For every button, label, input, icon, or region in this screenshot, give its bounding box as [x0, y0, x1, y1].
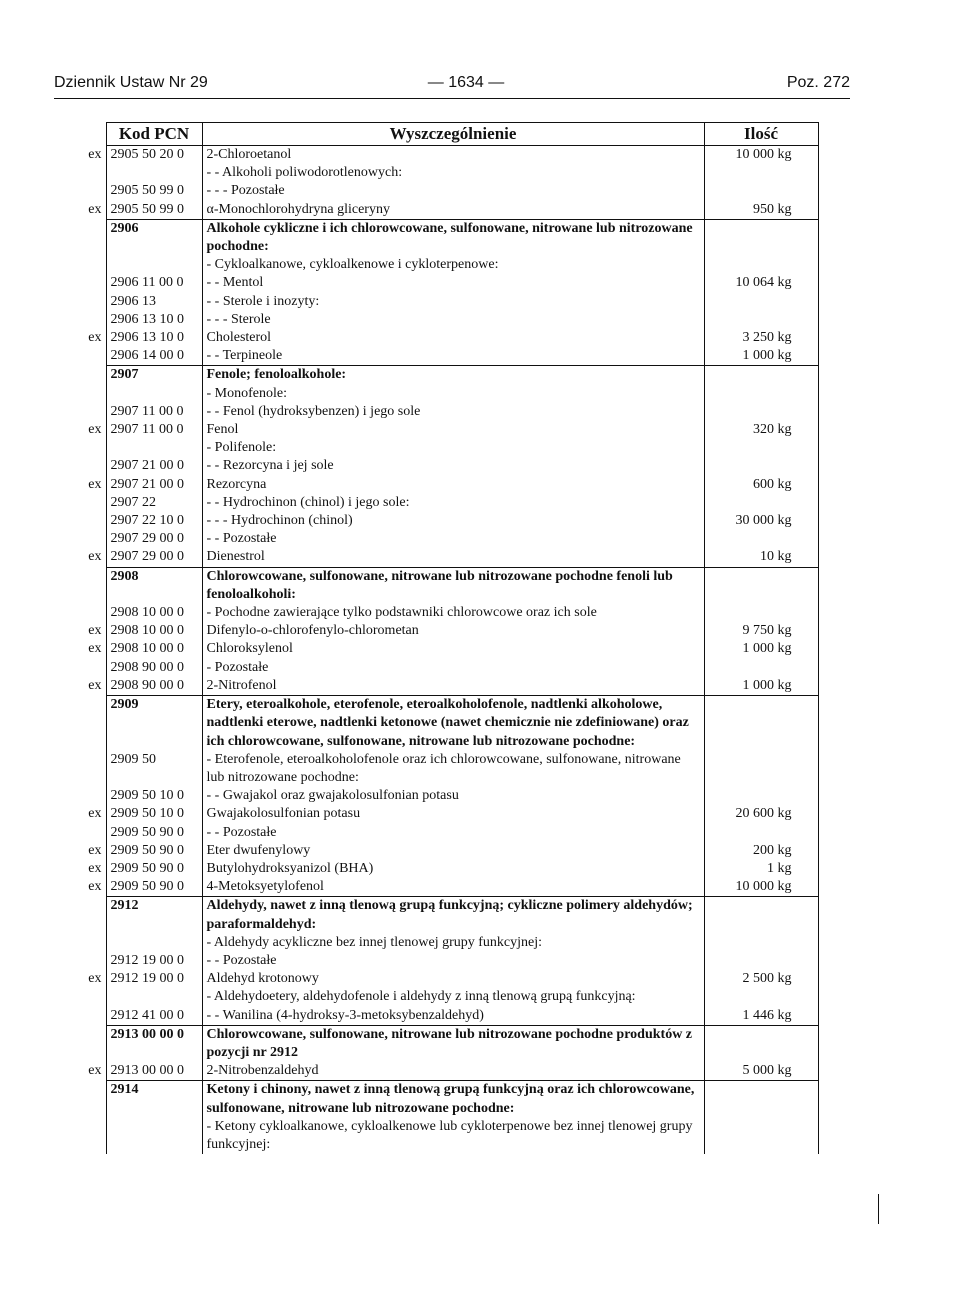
item-quantity [704, 403, 818, 421]
item-quantity [704, 824, 818, 842]
item-description: - - Mentol [202, 274, 704, 292]
item-quantity [704, 1081, 818, 1118]
table-row [76, 567, 818, 604]
ex-marker [76, 1081, 106, 1118]
pcn-code: 2906 11 00 0 [106, 274, 202, 292]
pcn-code: 2905 50 99 0 [106, 182, 202, 200]
item-description: - Aldehydy acykliczne bez innej tlenowej grupy funkcyjnej: [202, 934, 704, 952]
item-quantity [704, 494, 818, 512]
item-description: Eter dwufenylowy [202, 842, 704, 860]
pcn-code: 2909 [106, 696, 202, 751]
table-row [76, 403, 818, 421]
item-description: - Cykloalkanowe, cykloalkenowe i cykloterpenowe: [202, 256, 704, 274]
pcn-code: 2912 19 00 0 [106, 952, 202, 970]
item-quantity: 320 kg [704, 421, 818, 439]
right-margin-line [878, 1194, 879, 1224]
item-description: Alkohole cykliczne i ich chlorowcowane, sulfonowane, nitrowane lub nitrozowane pochodne: [202, 219, 704, 256]
pcn-code: 2912 19 00 0 [106, 970, 202, 988]
table-row [76, 696, 818, 751]
item-description: - - Pozostałe [202, 952, 704, 970]
pcn-code [106, 439, 202, 457]
item-description: - - Hydrochinon (chinol) i jego sole: [202, 494, 704, 512]
ex-marker: ex [88, 146, 102, 162]
item-quantity: 950 kg [704, 201, 818, 220]
ex-marker [76, 182, 106, 200]
journal-title: Dziennik Ustaw Nr 29 [54, 74, 208, 91]
item-quantity [704, 604, 818, 622]
ex-marker [76, 256, 106, 274]
table-row [76, 421, 818, 439]
item-description: - Pozostałe [202, 659, 704, 677]
ex-marker: ex [88, 422, 102, 438]
item-quantity: 10 000 kg [704, 878, 818, 897]
pcn-code [106, 934, 202, 952]
item-quantity [704, 897, 818, 934]
item-quantity: 20 600 kg [704, 805, 818, 823]
item-quantity [704, 787, 818, 805]
item-quantity [704, 1025, 818, 1062]
item-description: - - Rezorcyna i jej sole [202, 457, 704, 475]
pcn-code: 2908 10 00 0 [106, 604, 202, 622]
pcn-code [106, 256, 202, 274]
table-row [76, 970, 818, 988]
pcn-code: 2908 90 00 0 [106, 677, 202, 696]
ex-marker [76, 403, 106, 421]
item-quantity [704, 567, 818, 604]
ex-marker [76, 751, 106, 787]
item-quantity: 5 000 kg [704, 1062, 818, 1081]
table-row [76, 512, 818, 530]
item-description: Chlorowcowane, sulfonowane, nitrowane lub nitrozowane pochodne fenoli lub fenoloalkoholi: [202, 567, 704, 604]
position-number: Poz. 272 [786, 74, 850, 91]
page-number: — 1634 — [427, 74, 505, 91]
item-description: Dienestrol [202, 548, 704, 567]
ex-marker [76, 274, 106, 292]
table-row [76, 878, 818, 897]
item-description: - - Sterole i inozyty: [202, 293, 704, 311]
pcn-code: 2905 50 20 0 [106, 146, 202, 165]
table-row [76, 494, 818, 512]
pcn-code: 2906 13 [106, 293, 202, 311]
ex-marker: ex [88, 879, 102, 895]
item-description: Rezorcyna [202, 476, 704, 494]
item-quantity [704, 530, 818, 548]
pcn-code: 2909 50 90 0 [106, 842, 202, 860]
page-header [54, 72, 850, 99]
item-description: - - Pozostałe [202, 824, 704, 842]
ex-marker [76, 824, 106, 842]
item-description: - - - Pozostałe [202, 182, 704, 200]
table-header-row [76, 123, 818, 146]
table-row [76, 385, 818, 403]
item-description: - Monofenole: [202, 385, 704, 403]
pcn-code: 2906 [106, 219, 202, 256]
item-quantity: 9 750 kg [704, 622, 818, 640]
item-description: Fenole; fenoloalkohole: [202, 366, 704, 385]
ex-marker: ex [88, 860, 102, 876]
table-row [76, 952, 818, 970]
table-row [76, 1081, 818, 1118]
item-description: Fenol [202, 421, 704, 439]
pcn-code: 2908 [106, 567, 202, 604]
table-row [76, 256, 818, 274]
item-description: - - Wanilina (4-hydroksy-3-metoksybenzaldehyd) [202, 1007, 704, 1026]
table-row [76, 934, 818, 952]
item-description: Etery, eteroalkohole, eterofenole, eteroalkoholofenole, nadtlenki alkoholowe, nadtlenki eterowe, nadtlenki ketonowe (nawet chemicznie nie zdefiniowane) oraz ich chlorowcowane, sulfonowane, nitrowane lub nitrozowane pochodne: [202, 696, 704, 751]
table-row [76, 329, 818, 347]
pcn-code: 2907 29 00 0 [106, 530, 202, 548]
pcn-table [76, 122, 819, 1154]
item-quantity: 600 kg [704, 476, 818, 494]
pcn-code: 2906 13 10 0 [106, 329, 202, 347]
item-quantity: 2 500 kg [704, 970, 818, 988]
pcn-code: 2913 00 00 0 [106, 1025, 202, 1062]
ex-marker [76, 787, 106, 805]
ex-marker [76, 512, 106, 530]
pcn-code: 2907 29 00 0 [106, 548, 202, 567]
item-description: - - Pozostałe [202, 530, 704, 548]
item-description: Cholesterol [202, 329, 704, 347]
table-row [76, 293, 818, 311]
item-quantity: 10 064 kg [704, 274, 818, 292]
ex-marker: ex [88, 971, 102, 987]
item-description: - - Alkoholi poliwodorotlenowych: [202, 164, 704, 182]
item-quantity [704, 385, 818, 403]
table-row [76, 164, 818, 182]
item-quantity [704, 988, 818, 1006]
table-row [76, 787, 818, 805]
table-row [76, 860, 818, 878]
ex-marker: ex [88, 549, 102, 565]
ex-marker [76, 897, 106, 934]
ex-marker [76, 219, 106, 256]
ex-marker: ex [88, 806, 102, 822]
item-description: Gwajakolosulfonian potasu [202, 805, 704, 823]
item-quantity: 1 000 kg [704, 640, 818, 658]
pcn-code [106, 385, 202, 403]
item-quantity [704, 659, 818, 677]
pcn-code: 2907 [106, 366, 202, 385]
item-quantity [704, 1118, 818, 1154]
ex-marker [76, 1007, 106, 1026]
table-row [76, 457, 818, 475]
ex-marker: ex [88, 1063, 102, 1079]
ex-marker [76, 439, 106, 457]
table-row [76, 1062, 818, 1081]
item-description: α-Monochlorohydryna gliceryny [202, 201, 704, 220]
ex-marker [76, 934, 106, 952]
item-quantity: 200 kg [704, 842, 818, 860]
pcn-code: 2905 50 99 0 [106, 201, 202, 220]
pcn-code: 2907 21 00 0 [106, 476, 202, 494]
item-quantity: 30 000 kg [704, 512, 818, 530]
ex-marker: ex [88, 476, 102, 492]
table-row [76, 366, 818, 385]
item-quantity [704, 457, 818, 475]
table-row [76, 1007, 818, 1026]
item-description: Aldehyd krotonowy [202, 970, 704, 988]
item-description: Chlorowcowane, sulfonowane, nitrowane lub nitrozowane pochodne produktów z pozycji nr 2912 [202, 1025, 704, 1062]
ex-marker [76, 347, 106, 366]
ex-marker: ex [88, 641, 102, 657]
pcn-code: 2913 00 00 0 [106, 1062, 202, 1081]
table-row [76, 751, 818, 787]
item-quantity [704, 293, 818, 311]
ex-marker [76, 366, 106, 385]
ex-marker [76, 988, 106, 1006]
pcn-code: 2909 50 90 0 [106, 860, 202, 878]
item-quantity [704, 219, 818, 256]
pcn-table-wrapper [76, 122, 818, 1154]
table-row [76, 604, 818, 622]
item-quantity [704, 256, 818, 274]
pcn-code: 2908 10 00 0 [106, 622, 202, 640]
ex-marker [76, 659, 106, 677]
item-quantity: 10 kg [704, 548, 818, 567]
item-quantity: 1 000 kg [704, 677, 818, 696]
item-quantity: 3 250 kg [704, 329, 818, 347]
item-description: - - - Hydrochinon (chinol) [202, 512, 704, 530]
item-quantity: 1 000 kg [704, 347, 818, 366]
ex-column-header [76, 123, 106, 146]
table-row [76, 182, 818, 200]
item-description: Chloroksylenol [202, 640, 704, 658]
table-row [76, 311, 818, 329]
table-row [76, 659, 818, 677]
ex-marker [76, 385, 106, 403]
table-row [76, 677, 818, 696]
ex-marker [76, 1025, 106, 1062]
table-row [76, 805, 818, 823]
pcn-code: 2912 41 00 0 [106, 1007, 202, 1026]
table-row [76, 988, 818, 1006]
pcn-code [106, 1118, 202, 1154]
ex-marker [76, 530, 106, 548]
table-row [76, 439, 818, 457]
pcn-code: 2907 21 00 0 [106, 457, 202, 475]
item-description: Butylohydroksyanizol (BHA) [202, 860, 704, 878]
pcn-code: 2907 22 10 0 [106, 512, 202, 530]
item-quantity [704, 164, 818, 182]
pcn-code: 2907 11 00 0 [106, 403, 202, 421]
ex-marker [76, 293, 106, 311]
table-row [76, 347, 818, 366]
item-description: - - Gwajakol oraz gwajakolosulfonian potasu [202, 787, 704, 805]
item-quantity [704, 751, 818, 787]
item-description: - Eterofenole, eteroalkoholofenole oraz ich chlorowcowane, sulfonowane, nitrowane lub nitrozowane pochodne: [202, 751, 704, 787]
table-row [76, 201, 818, 220]
item-quantity [704, 952, 818, 970]
item-description: - - - Sterole [202, 311, 704, 329]
item-description: Aldehydy, nawet z inną tlenową grupą funkcyjną; cykliczne polimery aldehydów; paraformaldehyd: [202, 897, 704, 934]
ex-marker [76, 311, 106, 329]
ex-marker: ex [88, 330, 102, 346]
pcn-code: 2908 10 00 0 [106, 640, 202, 658]
ex-marker: ex [88, 677, 102, 693]
pcn-code: 2907 11 00 0 [106, 421, 202, 439]
pcn-code [106, 988, 202, 1006]
item-quantity: 10 000 kg [704, 146, 818, 165]
pcn-code: 2909 50 10 0 [106, 805, 202, 823]
item-description: - Aldehydoetery, aldehydofenole i aldehydy z inną tlenową grupą funkcyjną: [202, 988, 704, 1006]
ex-marker: ex [88, 201, 102, 217]
pcn-code: 2906 13 10 0 [106, 311, 202, 329]
table-row [76, 274, 818, 292]
table-row [76, 640, 818, 658]
item-quantity [704, 311, 818, 329]
ex-marker [76, 952, 106, 970]
table-row [76, 530, 818, 548]
pcn-code: 2909 50 10 0 [106, 787, 202, 805]
ex-marker [76, 696, 106, 751]
item-description: Difenylo-o-chlorofenylo-chlorometan [202, 622, 704, 640]
item-description: - Ketony cykloalkanowe, cykloalkenowe lub cykloterpenowe bez innej tlenowej grupy funkcyjnej: [202, 1118, 704, 1154]
ex-marker: ex [88, 623, 102, 639]
column-header-description: Wyszczególnienie [202, 123, 704, 146]
item-description: - Pochodne zawierające tylko podstawniki chlorowcowe oraz ich sole [202, 604, 704, 622]
ex-marker [76, 457, 106, 475]
pcn-code: 2909 50 [106, 751, 202, 787]
item-description: - - Terpineole [202, 347, 704, 366]
table-row [76, 146, 818, 165]
ex-marker [76, 494, 106, 512]
table-row [76, 548, 818, 567]
table-row [76, 897, 818, 934]
table-body [76, 146, 818, 1155]
item-description: - Polifenole: [202, 439, 704, 457]
table-row [76, 476, 818, 494]
pcn-code: 2909 50 90 0 [106, 824, 202, 842]
ex-marker [76, 164, 106, 182]
column-header-code: Kod PCN [106, 123, 202, 146]
ex-marker [76, 1118, 106, 1154]
item-description: 2-Nitrofenol [202, 677, 704, 696]
item-description: Ketony i chinony, nawet z inną tlenową grupą funkcyjną oraz ich chlorowcowane, sulfonowane, nitrowane lub nitrozowane pochodne: [202, 1081, 704, 1118]
item-description: 2-Chloroetanol [202, 146, 704, 165]
item-description: - - Fenol (hydroksybenzen) i jego sole [202, 403, 704, 421]
pcn-code: 2912 [106, 897, 202, 934]
item-quantity [704, 934, 818, 952]
pcn-code: 2909 50 90 0 [106, 878, 202, 897]
table-row [76, 1118, 818, 1154]
item-quantity [704, 439, 818, 457]
item-quantity: 1 446 kg [704, 1007, 818, 1026]
table-row [76, 622, 818, 640]
pcn-code: 2908 90 00 0 [106, 659, 202, 677]
pcn-code: 2907 22 [106, 494, 202, 512]
item-quantity [704, 696, 818, 751]
item-description: 2-Nitrobenzaldehyd [202, 1062, 704, 1081]
table-row [76, 219, 818, 256]
item-quantity: 1 kg [704, 860, 818, 878]
table-row [76, 824, 818, 842]
pcn-code: 2914 [106, 1081, 202, 1118]
item-quantity [704, 366, 818, 385]
column-header-quantity: Ilość [704, 123, 818, 146]
table-row [76, 1025, 818, 1062]
ex-marker [76, 567, 106, 604]
ex-marker: ex [88, 842, 102, 858]
ex-marker [76, 604, 106, 622]
pcn-code: 2906 14 00 0 [106, 347, 202, 366]
item-quantity [704, 182, 818, 200]
item-description: 4-Metoksyetylofenol [202, 878, 704, 897]
table-row [76, 842, 818, 860]
pcn-code [106, 164, 202, 182]
